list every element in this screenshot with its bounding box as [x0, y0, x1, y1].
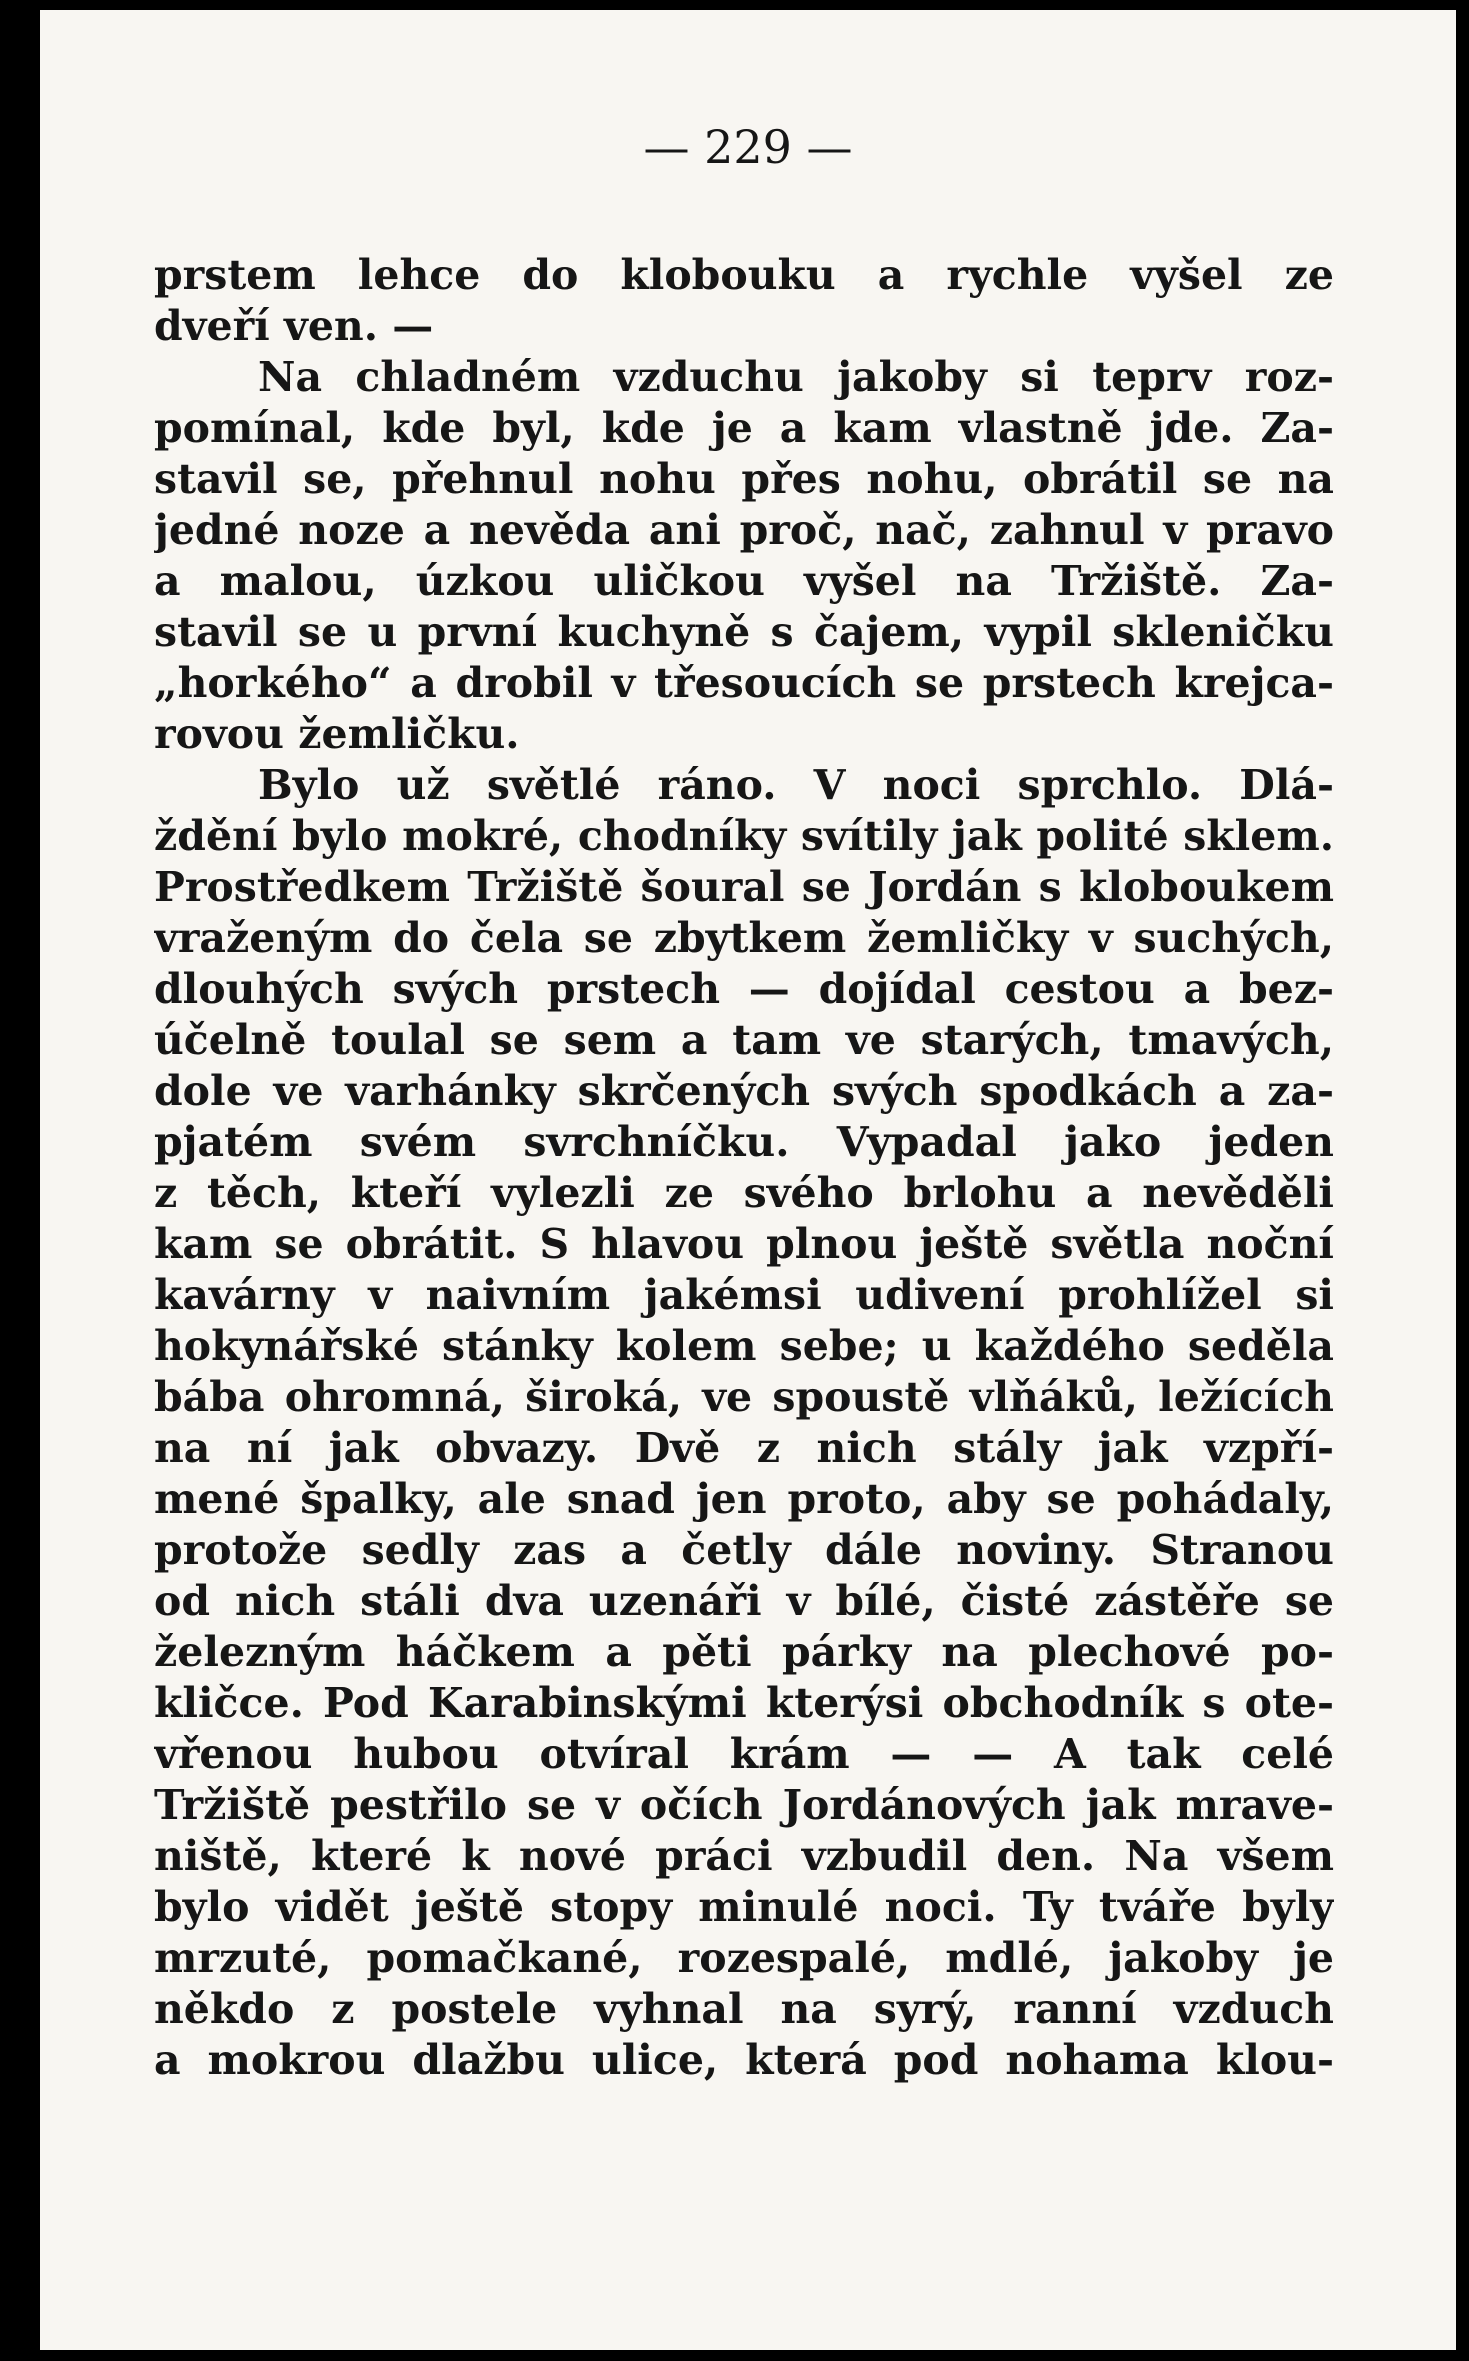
text-line: dole ve varhánky skrčených svých spodkách a za- — [154, 1067, 1334, 1115]
text-line: „horkého“ a drobil v třesoucích se prstech krejca- — [154, 659, 1334, 707]
text-line: hokynářské stánky kolem sebe; u každého seděla — [154, 1322, 1334, 1370]
text-line: Na chladném vzduchu jakoby si teprv roz- — [258, 353, 1334, 401]
text-line: vraženým do čela se zbytkem žemličky v suchých, — [154, 914, 1334, 962]
text-line: a mokrou dlažbu ulice, která pod nohama klou- — [154, 2036, 1334, 2084]
text-line: ždění bylo mokré, chodníky svítily jak polité sklem. — [154, 812, 1334, 860]
body-text — [154, 250, 1334, 2086]
text-line: vřenou hubou otvíral krám — — A tak celé — [154, 1730, 1334, 1778]
text-line: Prostředkem Tržiště šoural se Jordán s kloboukem — [154, 863, 1334, 911]
text-line: stavil se u první kuchyně s čajem, vypil skleničku — [154, 608, 1334, 656]
text-line: pomínal, kde byl, kde je a kam vlastně jde. Za- — [154, 404, 1334, 452]
text-line: protože sedly zas a četly dále noviny. Stranou — [154, 1526, 1334, 1574]
text-line: Bylo už světlé ráno. V noci sprchlo. Dlá- — [258, 761, 1334, 809]
text-line: pjatém svém svrchníčku. Vypadal jako jeden — [154, 1118, 1334, 1166]
text-line: někdo z postele vyhnal na syrý, ranní vzduch — [154, 1985, 1334, 2033]
text-line: a malou, úzkou uličkou vyšel na Tržiště. Za- — [154, 557, 1334, 605]
text-line: železným háčkem a pěti párky na plechové po- — [154, 1628, 1334, 1676]
text-line: mené špalky, ale snad jen proto, aby se pohádaly, — [154, 1475, 1334, 1523]
text-line: bylo vidět ještě stopy minulé noci. Ty tváře byly — [154, 1883, 1334, 1931]
text-line: kam se obrátit. S hlavou plnou ještě světla noční — [154, 1220, 1334, 1268]
text-line: bába ohromná, široká, ve spoustě vlňáků, ležících — [154, 1373, 1334, 1421]
text-line: účelně toulal se sem a tam ve starých, tmavých, — [154, 1016, 1334, 1064]
text-line: niště, které k nové práci vzbudil den. Na všem — [154, 1832, 1334, 1880]
text-line: stavil se, přehnul nohu přes nohu, obrátil se na — [154, 455, 1334, 503]
text-line: z těch, kteří vylezli ze svého brlohu a nevěděli — [154, 1169, 1334, 1217]
text-line: jedné noze a nevěda ani proč, nač, zahnul v pravo — [154, 506, 1334, 554]
page-sheet — [40, 10, 1456, 2350]
book-spine-edge — [0, 0, 26, 2361]
text-line: dlouhých svých prstech — dojídal cestou a bez- — [154, 965, 1334, 1013]
page-number: — 229 — — [643, 120, 853, 174]
text-line: kličce. Pod Karabinskými kterýsi obchodník s ote- — [154, 1679, 1334, 1727]
text-line: kavárny v naivním jakémsi udivení prohlížel si — [154, 1271, 1334, 1319]
text-line: mrzuté, pomačkané, rozespalé, mdlé, jakoby je — [154, 1934, 1334, 1982]
text-line: Tržiště pestřilo se v očích Jordánových jak mrave- — [154, 1781, 1334, 1829]
text-line: dveří ven. — — [154, 302, 434, 350]
text-line: rovou žemličku. — [154, 710, 520, 758]
text-line: na ní jak obvazy. Dvě z nich stály jak vzpří- — [154, 1424, 1334, 1472]
text-line: prstem lehce do klobouku a rychle vyšel ze — [154, 251, 1334, 299]
text-line: od nich stáli dva uzenáři v bílé, čisté zástěře se — [154, 1577, 1334, 1625]
